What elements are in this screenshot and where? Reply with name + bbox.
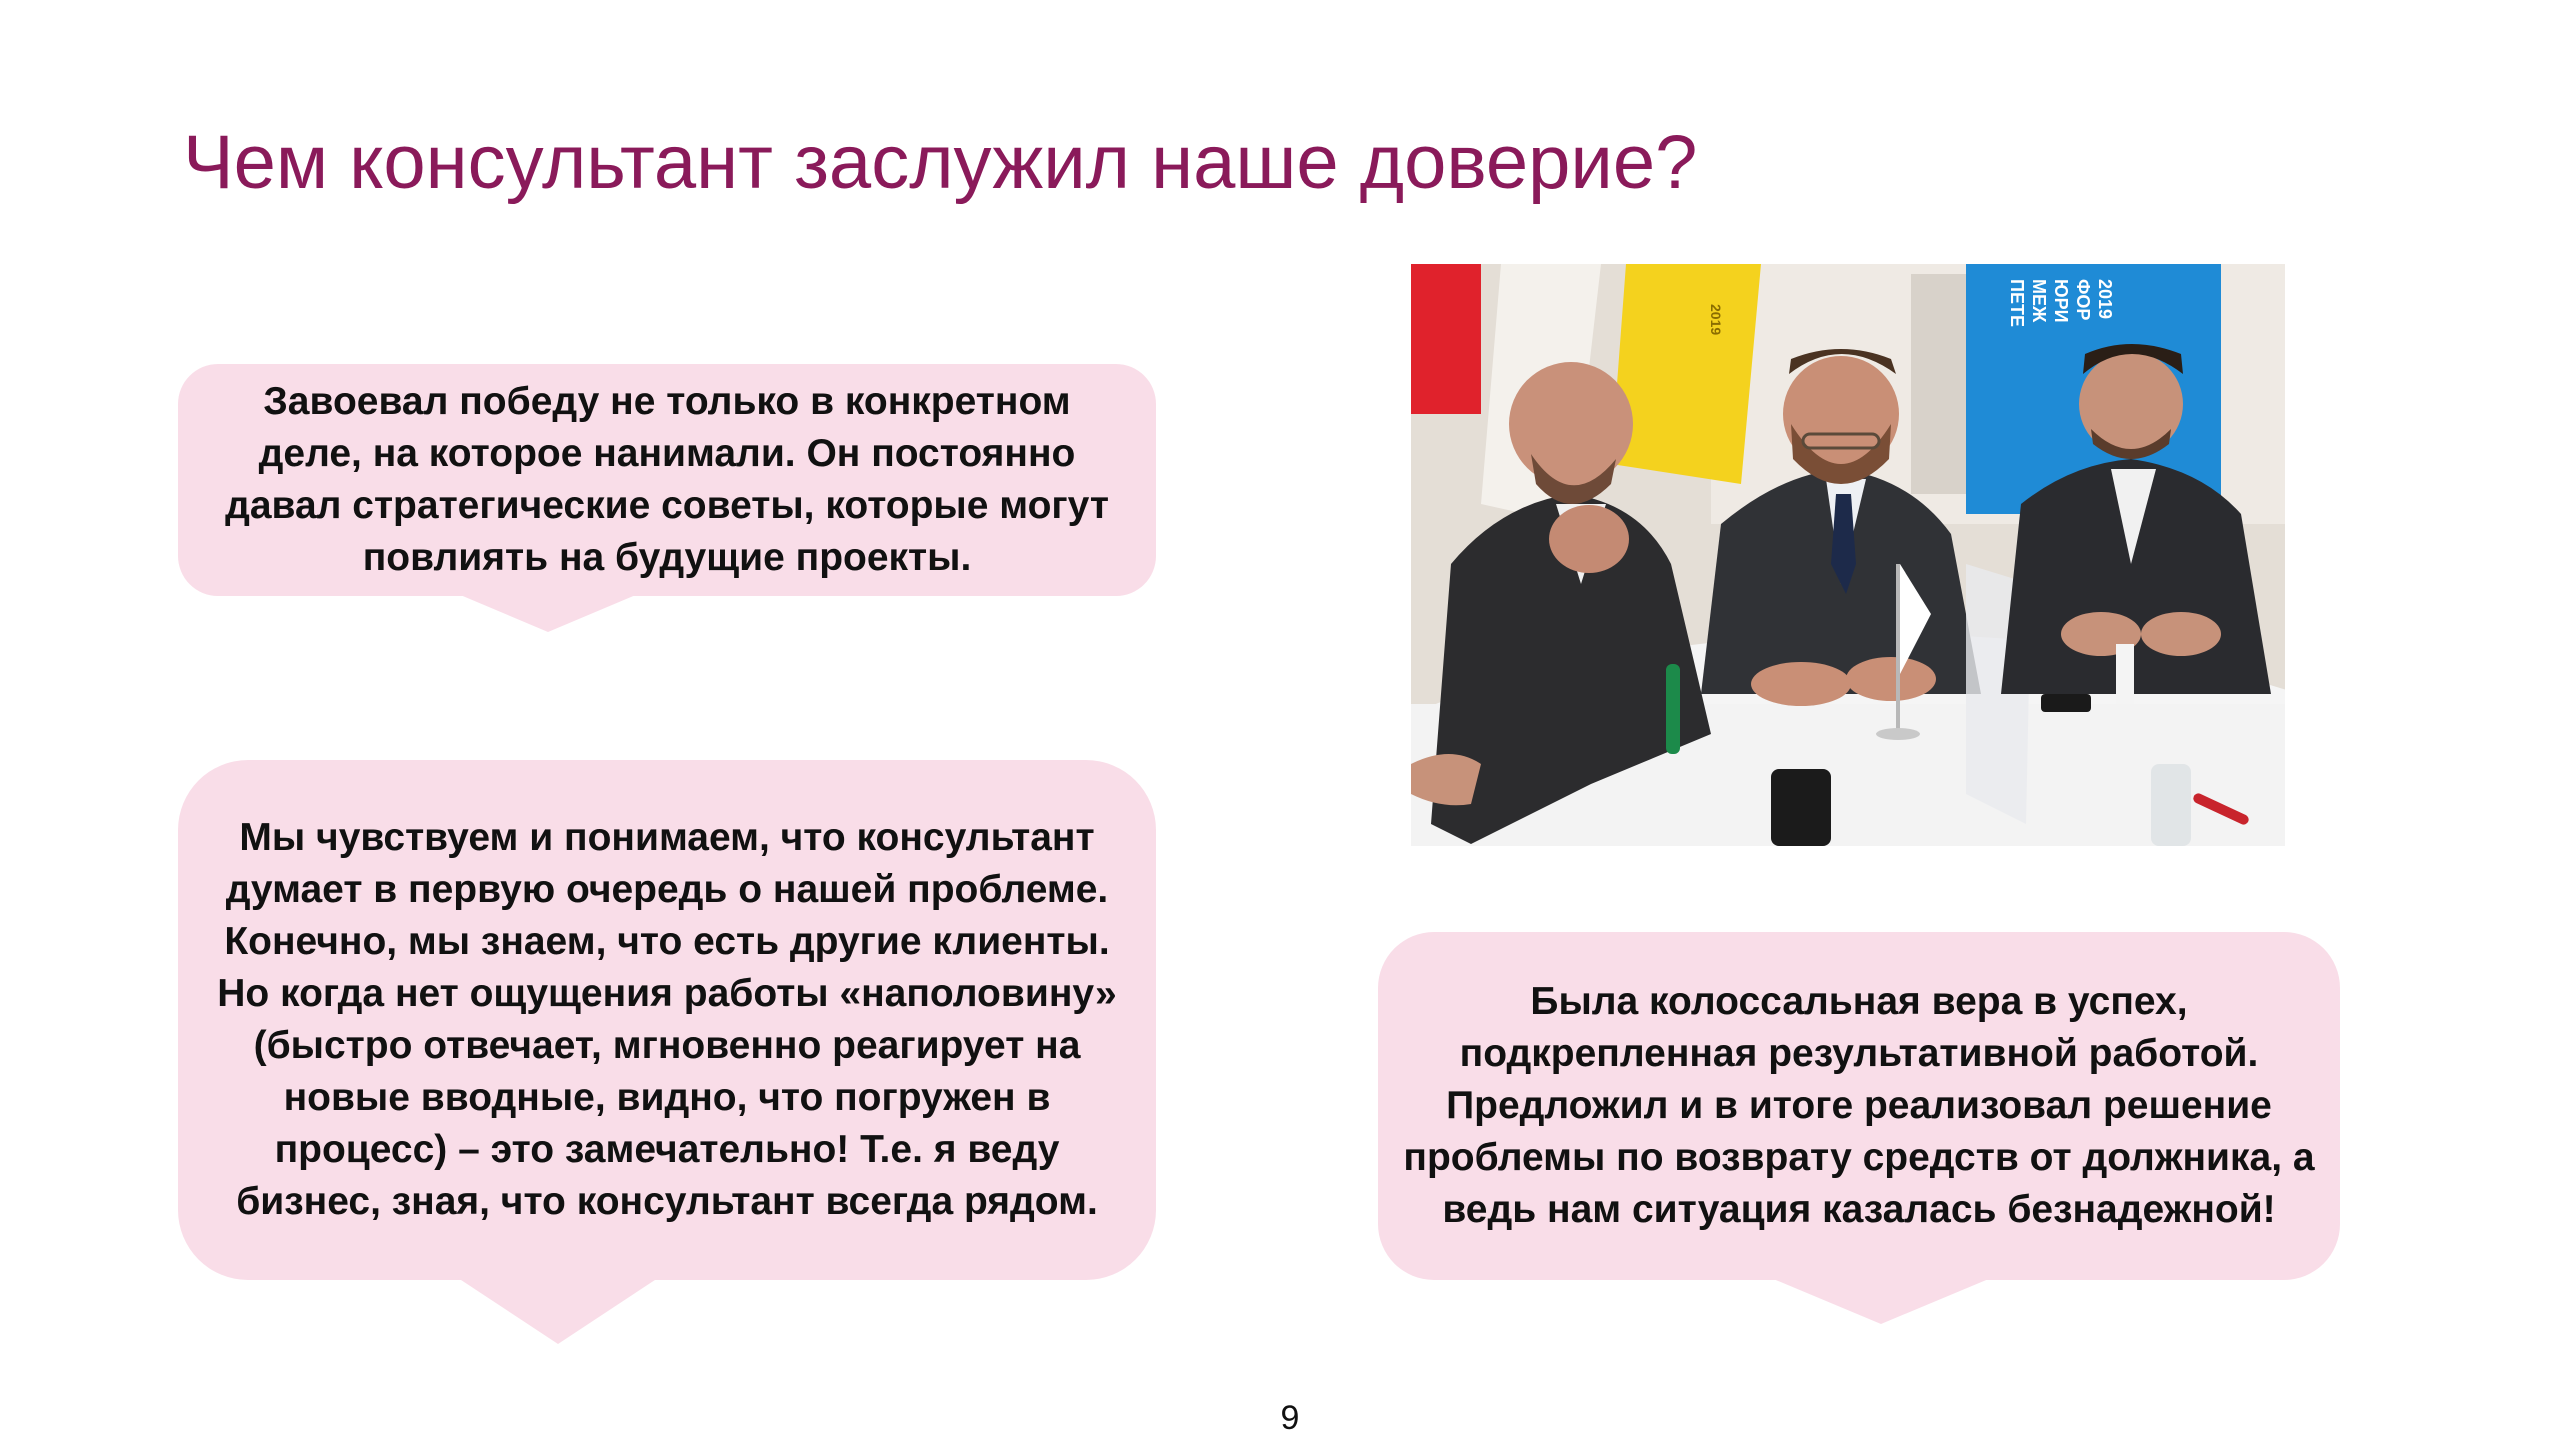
bubble-tail-1 — [458, 594, 638, 632]
slide-title: Чем консультант заслужил наше доверие? — [183, 120, 1698, 205]
black-box — [1771, 769, 1831, 846]
photo-three-men-at-table — [1411, 264, 2285, 846]
bubble-tail-2 — [458, 1278, 658, 1344]
blue-banner-line-2: МЕЖ — [2029, 279, 2049, 323]
blue-banner-line-3: ЮРИ — [2051, 279, 2071, 323]
red-banner — [1411, 264, 1481, 414]
yellow-banner — [1611, 264, 1761, 484]
phone — [2041, 694, 2091, 712]
quote-bubble-2 — [178, 760, 1156, 1280]
quote-bubble-3 — [1378, 932, 2340, 1280]
blue-banner-line-4: ФОР — [2073, 279, 2093, 321]
quote-text-3: Была колоссальная вера в успех, подкрепленная результативной работой. Предложил и в итоге реализовал решение проблемы по возврату средств от должника, а ведь нам ситуация казалась безнадежной! — [1403, 980, 2315, 1231]
blue-banner-year: 2019 — [2095, 279, 2115, 320]
quote-text-2: Мы чувствуем и понимаем, что консультант думает в первую очередь о нашей проблеме. Конечно, мы знаем, что есть другие клиенты. Но когда нет ощущения работы «наполовину» (быстро отвечает, мгновенно реагирует на новые вводные, видно, что погружен в процесс) – это замечательно! Т.е. я веду бизнес, зная, что консультант всегда рядом. — [217, 816, 1117, 1223]
yellow-banner-year: 2019 — [1708, 304, 1724, 336]
page-number: 9 — [1280, 1399, 1300, 1437]
quote-text-1: Завоевал победу не только в конкретном деле, на которое нанимали. Он постоянно давал стратегические советы, которые могут повлиять на будущие проекты. — [225, 380, 1109, 579]
quote-bubble-1 — [178, 364, 1156, 596]
water-bottle — [2151, 764, 2191, 846]
blue-banner-line-1: ПЕТЕ — [2007, 279, 2027, 327]
bubble-tail-3 — [1771, 1278, 1991, 1324]
